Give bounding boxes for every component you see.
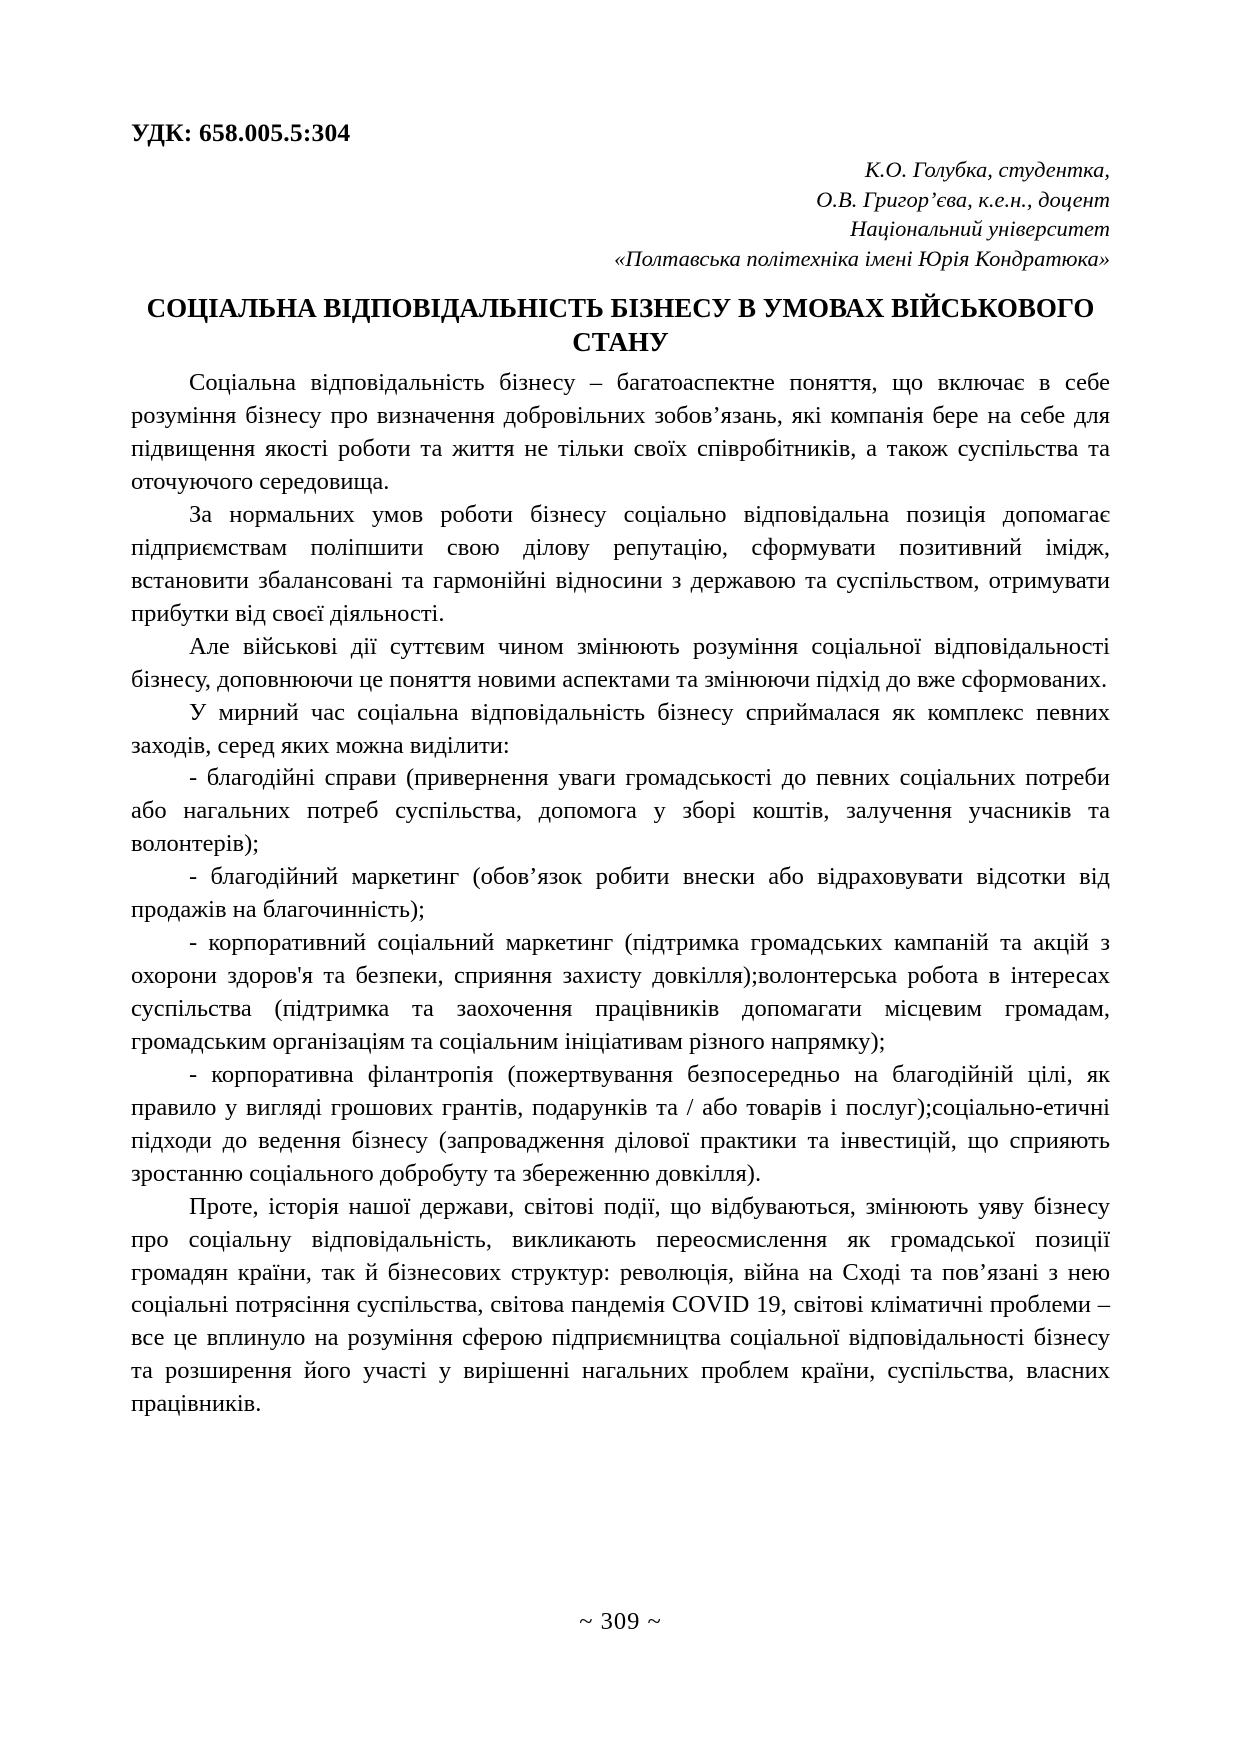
list-item: - благодійні справи (привернення уваги громадськості до певних соціальних потреби або нагальних потреб суспільства, допомога у зборі коштів, залучення учасників та волонтерів);: [131, 764, 1110, 858]
paragraph: Соціальна відповідальність бізнесу – багатоаспектне поняття, що включає в себе розуміння бізнесу про визначення добровільних зобов’язань, які компанія бере на себе для підвищення якості роботи та життя не тільки своїх співробітників, а також суспільства та оточуючого середовища.: [131, 369, 1110, 496]
udk-code: УДК: 658.005.5:304: [131, 118, 351, 147]
page-number: ~ 309 ~: [579, 1608, 662, 1635]
affiliation-line-1: Національний університет: [850, 216, 1110, 242]
article-body: [131, 367, 1110, 1421]
page-title: СОЦІАЛЬНА ВІДПОВІДАЛЬНІСТЬ БІЗНЕСУ В УМОВАХ ВІЙСЬКОВОГО СТАНУ: [146, 293, 1095, 357]
paragraph: У мирний час соціальна відповідальність бізнесу сприймалася як комплекс певних заходів, серед яких можна виділити:: [131, 698, 1110, 759]
list-item: - корпоративна філантропія (пожертвування безпосередньо на благодійній цілі, як правило у вигляді грошових грантів, подарунків та / або товарів і послуг);соціально-етичні підходи до ведення бізнесу (запровадження ділової практики та інвестицій, що сприяють зростанню соціального добробуту та збереженню довкілля).: [131, 1060, 1110, 1187]
paragraph: За нормальних умов роботи бізнесу соціально відповідальна позиція допомагає підприємствам поліпшити свою ділову репутацію, сформувати позитивний імідж, встановити збалансовані та гармонійні відносини з державою та суспільством, отримувати прибутки від своєї діяльності.: [131, 500, 1110, 627]
list-item: - благодійний маркетинг (обов’язок робити внески або відраховувати відсотки від продажів на благочинність);: [131, 863, 1110, 924]
author-line-1: К.О. Голубка, студентка,: [864, 156, 1110, 182]
paragraph: Але військові дії суттєвим чином змінюють розуміння соціальної відповідальності бізнесу, доповнюючи це поняття новими аспектами та змінюючи підхід до вже сформованих.: [131, 632, 1110, 693]
affiliation-line-2: «Полтавська політехніка імені Юрія Кондратюка»: [614, 246, 1110, 272]
list-item: - корпоративний соціальний маркетинг (підтримка громадських кампаній та акцій з охорони здоров'я та безпеки, сприяння захисту довкілля);волонтерська робота в інтересах суспільства (підтримка та заохочення працівників допомагати місцевим громадам, громадським організаціям та соціальним ініціативам різного напрямку);: [131, 929, 1110, 1055]
paragraph: Проте, історія нашої держави, світові події, що відбуваються, змінюють уяву бізнесу про соціальну відповідальність, викликають переосмислення як громадської позиції громадян країни, так й бізнесових структур: революція, війна на Сході та пов’язані з нею соціальні потрясіння суспільства, світова пандемія COVID 19, світові кліматичні проблеми – все це вплинуло на розуміння сферою підприємництва соціальної відповідальності бізнесу та розширення його участі у вирішенні нагальних проблем країни, суспільства, власних працівників.: [131, 1192, 1110, 1418]
author-block: [131, 155, 1110, 275]
author-line-2: О.В. Григор’єва, к.е.н., доцент: [816, 186, 1110, 212]
